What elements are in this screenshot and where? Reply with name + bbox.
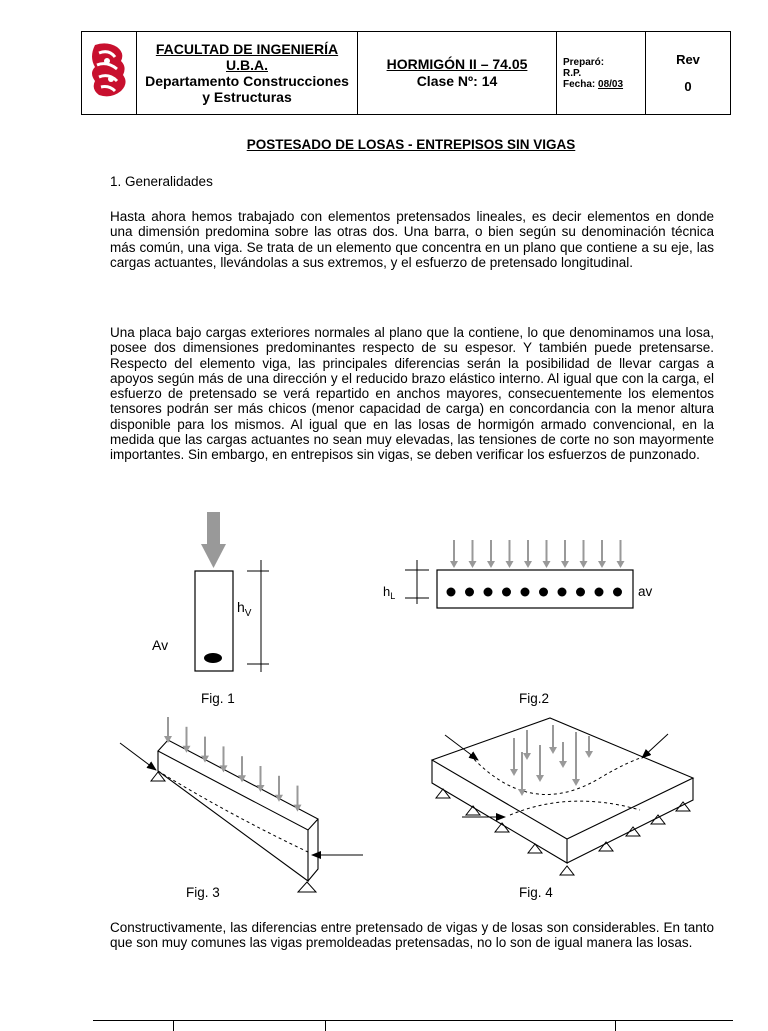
fig2-caption: Fig.2: [519, 691, 550, 706]
fig4-load-arrow-head: [549, 747, 557, 754]
prepared-cell: [557, 32, 646, 115]
figures-area: [0, 505, 768, 905]
fig4-load-arrows: [510, 725, 593, 796]
paragraph-2: Una placa bajo cargas exteriores normales al plano que la contiene, lo que denominamos una losa, posee dos dimensiones predominantes respecto de su espesor. Y también puede pretensarse. Respecto del elemento viga, las principales diferencias serán la posibilidad de llevar cargas a apoyos según más de una dirección y el reducido brazo elástico interno. Al igual que con la carga, el esfuerzo de pretensado se verá repartido en anchos mayores, consecuentemente los elementos tensores podrán ser más chicos (menor capacidad de carga) en concordancia con la menor altura disponible para los mismos. Al igual que en las losas de hormigón armado convencional, en la medida que las cargas actuantes no sean muy elevadas, las tensiones de corte no son mayormente importantes. Sin embargo, en entrepisos sin vigas, se deben verificar los esfuerzos de punzonado.: [110, 325, 714, 463]
fig4-support: [560, 866, 574, 875]
fig2-load-arrow-head: [543, 561, 551, 568]
date-row: [563, 79, 645, 90]
tendon: [204, 653, 222, 663]
prepared-value: R.P.: [563, 67, 582, 79]
faculty-logo-icon: [87, 39, 131, 103]
fig2-tendon-dot: [484, 588, 493, 597]
fig1-h-label: $h_V$: [237, 599, 252, 619]
fig4-load-arrow-head: [536, 775, 544, 782]
fig2-tendon-dot: [613, 588, 622, 597]
department-name-2: y Estructuras: [202, 89, 292, 105]
support-left: [151, 772, 165, 781]
prestress-arrow-1: [445, 735, 478, 760]
paragraph-1: Hasta ahora hemos trabajado con elementos pretensados lineales, es decir elementos en donde una dimensión predomina sobre las otras dos. Una barra, o bien según su denominación técnica más común, una viga. Se trata de un elemento que concentra en un plano que contiene a su eje, las cargas actuantes, llevándolas a sus extremos, y el esfuerzo de pretensado longitudinal.: [110, 209, 714, 270]
fig2-load-arrow-head: [561, 561, 569, 568]
support-right: [298, 882, 316, 892]
revision-cell: [646, 32, 731, 115]
class-number: Clase Nº: 14: [416, 73, 498, 89]
fig2-load-arrow-head: [524, 561, 532, 568]
fig2-area-label: av: [638, 584, 653, 599]
fig2-tendon-dot: [521, 588, 530, 597]
fig2-load-arrow-head: [580, 561, 588, 568]
date-value: 08/03: [598, 78, 624, 90]
department-name-1: Departamento Construcciones: [145, 73, 349, 89]
load-arrow-shaft: [207, 512, 220, 544]
fig3-load-arrow-head: [220, 765, 228, 772]
fig4-support: [676, 802, 690, 811]
fig2-h-label: $h_L$: [383, 584, 396, 601]
fig2-load-arrow-head: [617, 561, 625, 568]
fig4-load-arrow-head: [559, 761, 567, 768]
paragraph-3: Constructivamente, las diferencias entre pretensado de vigas y de losas son considerables. En tanto que son muy comunes las vigas premoldeadas pretensadas, no lo son de igual manera las losas.: [110, 920, 714, 951]
fig4-support: [528, 844, 542, 853]
date-label: Fecha:: [563, 78, 596, 90]
university-name: U.B.A.: [226, 57, 268, 73]
fig4-load-arrow-head: [572, 779, 580, 786]
figure-4-slab-3d: [432, 718, 693, 900]
prepared-label: Preparó:: [563, 56, 605, 68]
document-header: [81, 31, 731, 115]
fig3-load-arrow-head: [275, 795, 283, 802]
fig4-support: [436, 789, 450, 798]
fig2-tendon-dot: [465, 588, 474, 597]
fig2-load-arrow-head: [506, 561, 514, 568]
section-heading: 1. Generalidades: [110, 174, 213, 189]
course-code: HORMIGÓN II – 74.05: [386, 56, 528, 72]
fig2-tendon-dot: [447, 588, 456, 597]
load-arrow-head: [201, 544, 226, 568]
prestress-arrow-2: [642, 734, 668, 758]
fig4-caption: Fig. 4: [519, 885, 553, 900]
prestress-arrow-left: [120, 743, 156, 770]
fig4-support: [626, 827, 640, 836]
fig2-tendon-dot: [539, 588, 548, 597]
fig2-tendon-dot: [576, 588, 585, 597]
fig3-caption: Fig. 3: [186, 885, 220, 900]
fig1-area-label: Av: [152, 637, 169, 653]
fig1-caption: Fig. 1: [201, 691, 235, 706]
fig2-tendon-dot: [595, 588, 604, 597]
fig4-load-arrow-head: [523, 753, 531, 760]
fig2-load-arrow-head: [450, 561, 458, 568]
fig3-load-arrow-head: [238, 775, 246, 782]
institution-cell: [137, 32, 358, 115]
fig3-load-arrow-head: [294, 805, 302, 812]
fig3-load-arrows: [164, 717, 302, 812]
fig3-load-arrow-head: [257, 785, 265, 792]
figure-2-slab-section: [383, 540, 653, 706]
figure-3-beam-3d: [120, 717, 363, 900]
rev-label: Rev: [676, 52, 700, 67]
rev-value: 0: [684, 79, 692, 94]
faculty-name: FACULTAD DE INGENIERÍA: [155, 41, 339, 57]
fig2-tendon-dot: [502, 588, 511, 597]
course-cell: [358, 32, 557, 115]
figure-1-beam-section: [152, 512, 269, 706]
page-title: POSTESADO DE LOSAS - ENTREPISOS SIN VIGAS: [246, 137, 576, 152]
fig4-load-arrow-head: [518, 789, 526, 796]
fig2-load-arrows: [450, 540, 625, 568]
tendon-profile: [158, 771, 308, 852]
fig4-load-arrow-head: [510, 769, 518, 776]
logo-cell: [82, 32, 137, 115]
fig2-load-arrow-head: [598, 561, 606, 568]
fig4-load-arrow-head: [585, 751, 593, 758]
footer-table: [93, 1020, 733, 1031]
fig2-tendons: [447, 588, 623, 597]
fig2-load-arrow-head: [487, 561, 495, 568]
tendon-profile-1: [470, 755, 650, 794]
fig2-load-arrow-head: [469, 561, 477, 568]
fig2-tendon-dot: [558, 588, 567, 597]
